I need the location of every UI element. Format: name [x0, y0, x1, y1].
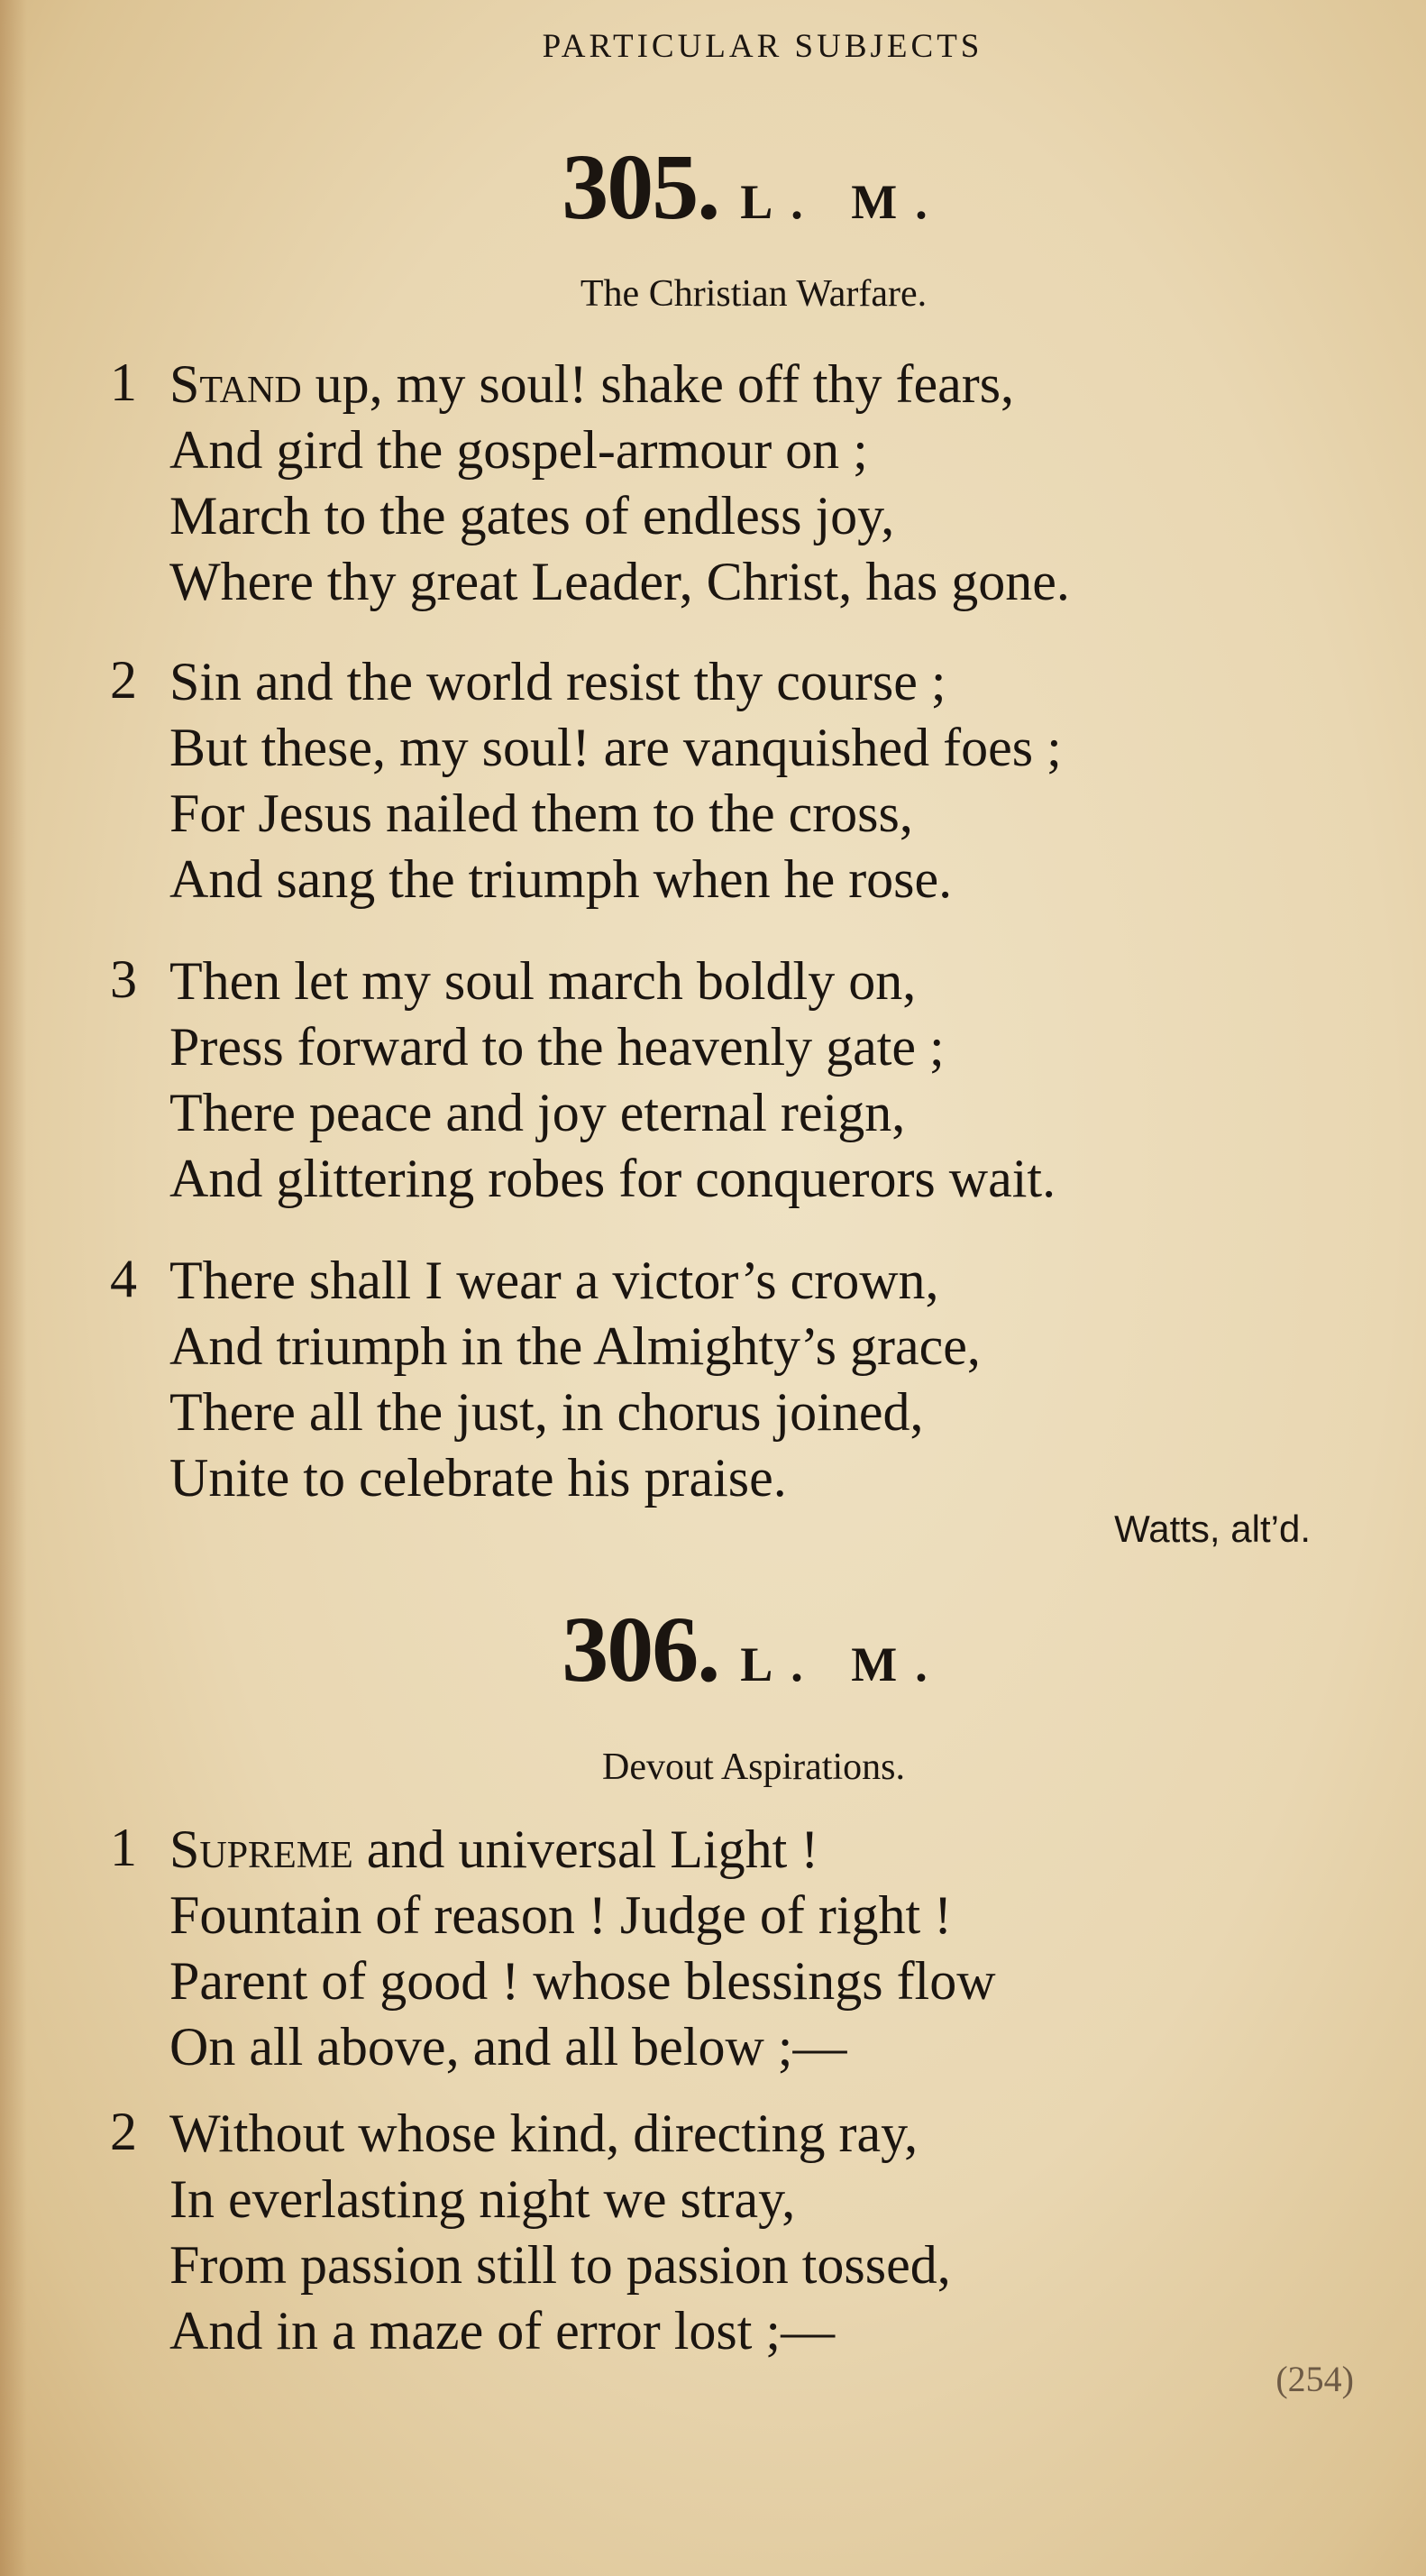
verse-line: Where thy great Leader, Christ, has gone. — [169, 552, 1070, 611]
verse-line: For Jesus nailed them to the cross, — [169, 784, 913, 843]
verse-line: And glittering robes for conquerors wait. — [169, 1149, 1056, 1208]
verse-line: On all above, and all below ;— — [169, 2017, 847, 2076]
verse-line: From passion still to passion tossed, — [169, 2235, 951, 2295]
stanza-number: 2 — [110, 650, 137, 710]
verse-line: Parent of good ! whose blessings flow — [169, 1951, 996, 2011]
verse-line: Sin and the world resist thy course ; — [169, 652, 946, 711]
verse-line: There shall I wear a victor’s crown, — [169, 1251, 939, 1310]
verse-line: And gird the gospel-armour on ; — [169, 420, 868, 480]
verse-line: And in a maze of error lost ;— — [169, 2301, 836, 2361]
running-head: PARTICULAR SUBJECTS — [542, 28, 983, 65]
stanza-number: 1 — [110, 1818, 137, 1877]
verse-line: Fountain of reason ! Judge of right ! — [169, 1885, 953, 1945]
verse-line: March to the gates of endless joy, — [169, 486, 895, 545]
hymn-305-heading — [0, 133, 1426, 241]
verse-line: But these, my soul! are vanquished foes ; — [169, 718, 1062, 777]
verse-line: In everlasting night we stray, — [169, 2169, 796, 2229]
verse-line: Unite to celebrate his praise. — [169, 1448, 787, 1508]
verse-line: And sang the triumph when he rose. — [169, 849, 953, 909]
verse-line — [169, 352, 1070, 417]
stanza — [110, 649, 1062, 912]
hymn-number: 305. — [562, 135, 719, 239]
hymn-meter: L. M. — [740, 175, 946, 229]
hymn-306-title: Devout Aspirations. — [602, 1746, 905, 1788]
verse-line: And triumph in the Almighty’s grace, — [169, 1316, 981, 1376]
stanza-number: 4 — [110, 1249, 137, 1308]
hymn-meter: L. M. — [740, 1637, 946, 1691]
stanza — [110, 1817, 996, 2080]
verse-line: There all the just, in chorus joined, — [169, 1382, 924, 1442]
stanza — [110, 352, 1070, 615]
stanza-number: 2 — [110, 2102, 137, 2161]
stanza — [110, 2101, 951, 2364]
verse-line: Then let my soul march boldly on, — [169, 951, 917, 1011]
page-edge-shadow — [0, 0, 27, 2576]
stanza-number: 1 — [110, 353, 137, 412]
hymn-number: 306. — [562, 1598, 719, 1701]
hymn-305-title: The Christian Warfare. — [580, 273, 928, 315]
hymn-attribution: Watts, alt’d. — [1114, 1508, 1311, 1550]
verse-first-word: Supreme — [169, 1820, 353, 1879]
hymn-306-heading — [0, 1596, 1426, 1703]
verse-line: Without whose kind, directing ray, — [169, 2104, 919, 2163]
verse-line: There peace and joy eternal reign, — [169, 1083, 906, 1142]
verse-line — [169, 1817, 996, 1883]
page-number: (254) — [1275, 2359, 1354, 2399]
stanza-number: 3 — [110, 949, 137, 1009]
verse-line-rest: and universal Light ! — [352, 1820, 819, 1879]
stanza — [110, 949, 1056, 1212]
verse-line-rest: up, my soul! shake off thy fears, — [301, 354, 1015, 414]
verse-line: Press forward to the heavenly gate ; — [169, 1017, 945, 1077]
verse-first-word: Stand — [169, 354, 302, 414]
stanza — [110, 1248, 981, 1511]
